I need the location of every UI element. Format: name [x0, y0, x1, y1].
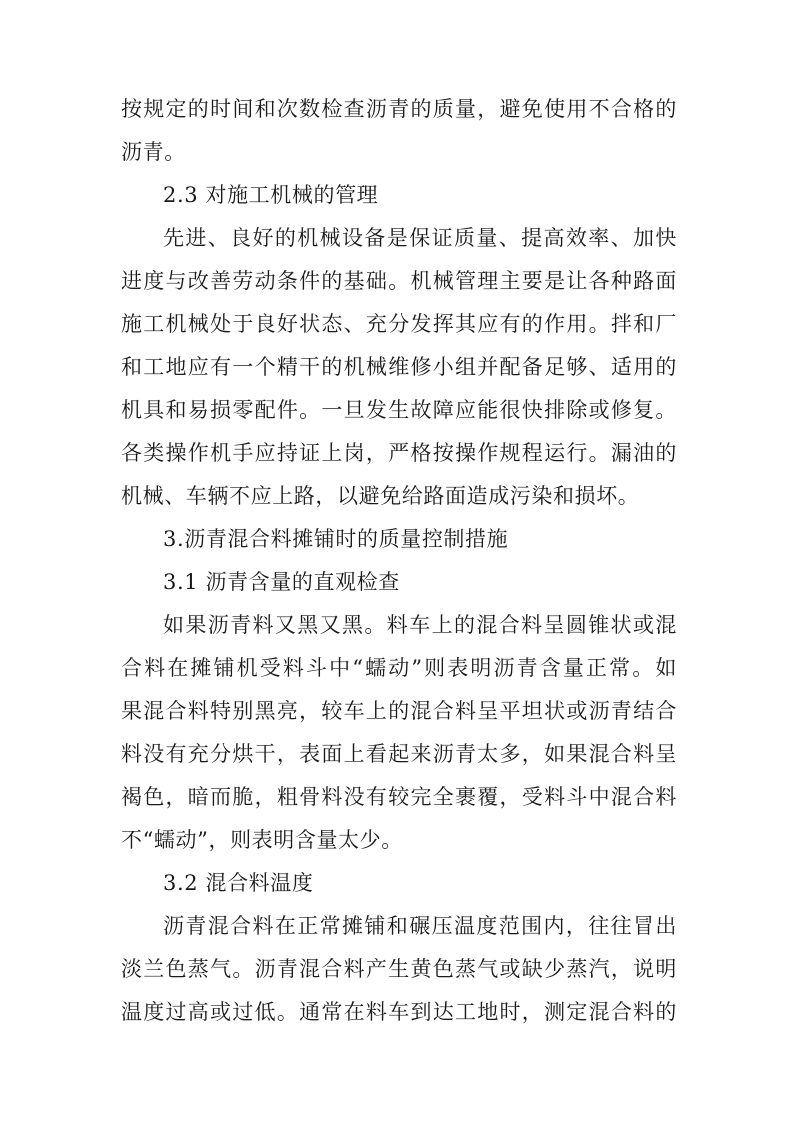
- paragraph-line: 各类操作机手应持证上岗，严格按操作规程运行。漏油的: [121, 441, 677, 465]
- section-heading: 2.3 对施工机械的管理: [163, 183, 379, 207]
- section-heading: 3.1 沥青含量的直观检查: [163, 570, 400, 594]
- paragraph-line: 合料在摊铺机受料斗中“蠕动”则表明沥青含量正常。如: [121, 656, 677, 680]
- paragraph-line: 如果沥青料又黑又黑。料车上的混合料呈圆锥状或混: [163, 613, 677, 637]
- paragraph-line: 按规定的时间和次数检查沥青的质量，避免使用不合格的: [121, 97, 677, 121]
- document-body: [121, 88, 677, 1034]
- paragraph-line: 不“蠕动”，则表明含量太少。: [121, 828, 403, 852]
- paragraph-line: 淡兰色蒸气。沥青混合料产生黄色蒸气或缺少蒸汽，说明: [121, 957, 677, 981]
- section-heading: 3.2 混合料温度: [163, 871, 314, 895]
- paragraph-line: 料没有充分烘干，表面上看起来沥青太多，如果混合料呈: [121, 742, 677, 766]
- paragraph-line: 褐色，暗而脆，粗骨料没有较完全裹覆，受料斗中混合料: [121, 785, 677, 809]
- paragraph-line: 机具和易损零配件。一旦发生故障应能很快排除或修复。: [121, 398, 677, 422]
- paragraph-line: 进度与改善劳动条件的基础。机械管理主要是让各种路面: [121, 269, 677, 293]
- paragraph-line: 机械、车辆不应上路，以避免给路面造成污染和损坏。: [121, 484, 640, 508]
- paragraph-line: 温度过高或过低。通常在料车到达工地时，测定混合料的: [121, 1000, 677, 1024]
- paragraph-line: 先进、良好的机械设备是保证质量、提高效率、加快: [163, 226, 677, 250]
- section-heading: 3.沥青混合料摊铺时的质量控制措施: [163, 527, 509, 551]
- paragraph-line: 沥青。: [121, 140, 186, 164]
- paragraph-line: 施工机械处于良好状态、充分发挥其应有的作用。拌和厂: [121, 312, 677, 336]
- paragraph-line: 沥青混合料在正常摊铺和碾压温度范围内，往往冒出: [163, 914, 677, 938]
- paragraph-line: 和工地应有一个精干的机械维修小组并配备足够、适用的: [121, 355, 677, 379]
- paragraph-line: 果混合料特别黑亮，较车上的混合料呈平坦状或沥青结合: [121, 699, 677, 723]
